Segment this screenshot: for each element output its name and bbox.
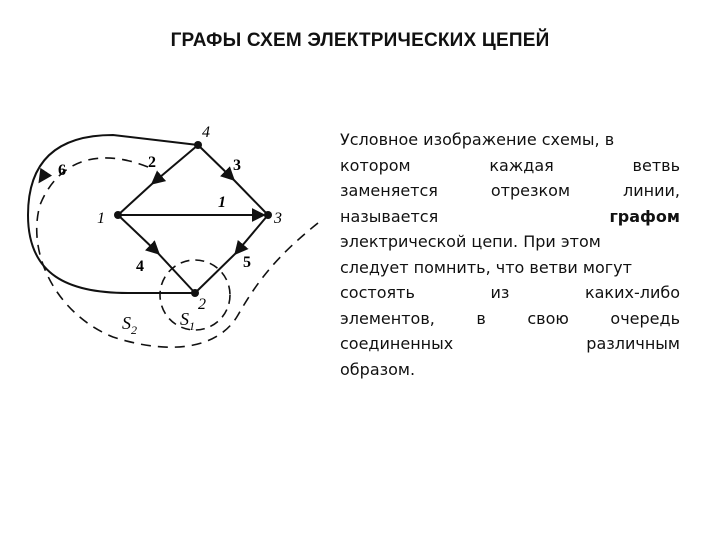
text-line-4	[340, 204, 680, 230]
branch-4-edge	[118, 215, 158, 253]
term-graph: графом	[609, 206, 680, 226]
node-2-label: 2	[198, 296, 206, 313]
text-line-10: образом.	[340, 359, 416, 379]
node-1-label: 1	[97, 210, 105, 227]
branch-2-edge	[153, 145, 198, 183]
branch-5-label: 5	[243, 254, 251, 271]
text-line-3: заменяется отрезком линии,	[340, 181, 680, 200]
branch-2-label: 2	[148, 154, 156, 171]
node-3-dot	[264, 211, 272, 219]
branch-5b-edge	[195, 251, 238, 293]
branch-3-label: 3	[233, 157, 241, 174]
circuit-graph	[18, 115, 328, 375]
section-s1-label: $S_1$	[180, 309, 195, 333]
text-line-5: электрической цепи. При этом	[340, 232, 601, 251]
node-4-label: 4	[202, 124, 210, 141]
branch-6-label: 6	[58, 162, 66, 179]
node-1-dot	[114, 211, 122, 219]
branch-1-label: 1	[218, 194, 226, 211]
text-line-1: Условное изображение схемы, в	[340, 130, 615, 149]
branch-2b-edge	[118, 183, 153, 215]
slide-title: ГРАФЫ СХЕМ ЭЛЕКТРИЧЕСКИХ ЦЕПЕЙ	[170, 30, 550, 51]
node-3-label: 3	[274, 210, 282, 227]
section-s2-label: $S_2$	[122, 313, 137, 337]
text-line-2: котором каждая ветвь	[340, 155, 680, 175]
text-line-8: элементов, в свою очередь	[340, 308, 680, 328]
branch-4-label: 4	[136, 258, 144, 275]
branch-3-edge	[198, 145, 233, 179]
branch-3b-edge	[231, 177, 268, 215]
node-4-dot	[194, 141, 202, 149]
text-line-7: состоять из каких-либо	[340, 283, 680, 302]
branch-6-arrow	[40, 172, 46, 181]
text-line-9: соединенных различным	[340, 334, 680, 353]
definition-paragraph	[340, 127, 680, 382]
text-line-4-start: называется	[340, 206, 439, 226]
text-line-6: следует помнить, что ветви могут	[340, 257, 632, 277]
branch-4b-edge	[156, 251, 195, 293]
branch-5-edge	[236, 215, 268, 253]
section-s2-curve	[37, 158, 318, 347]
